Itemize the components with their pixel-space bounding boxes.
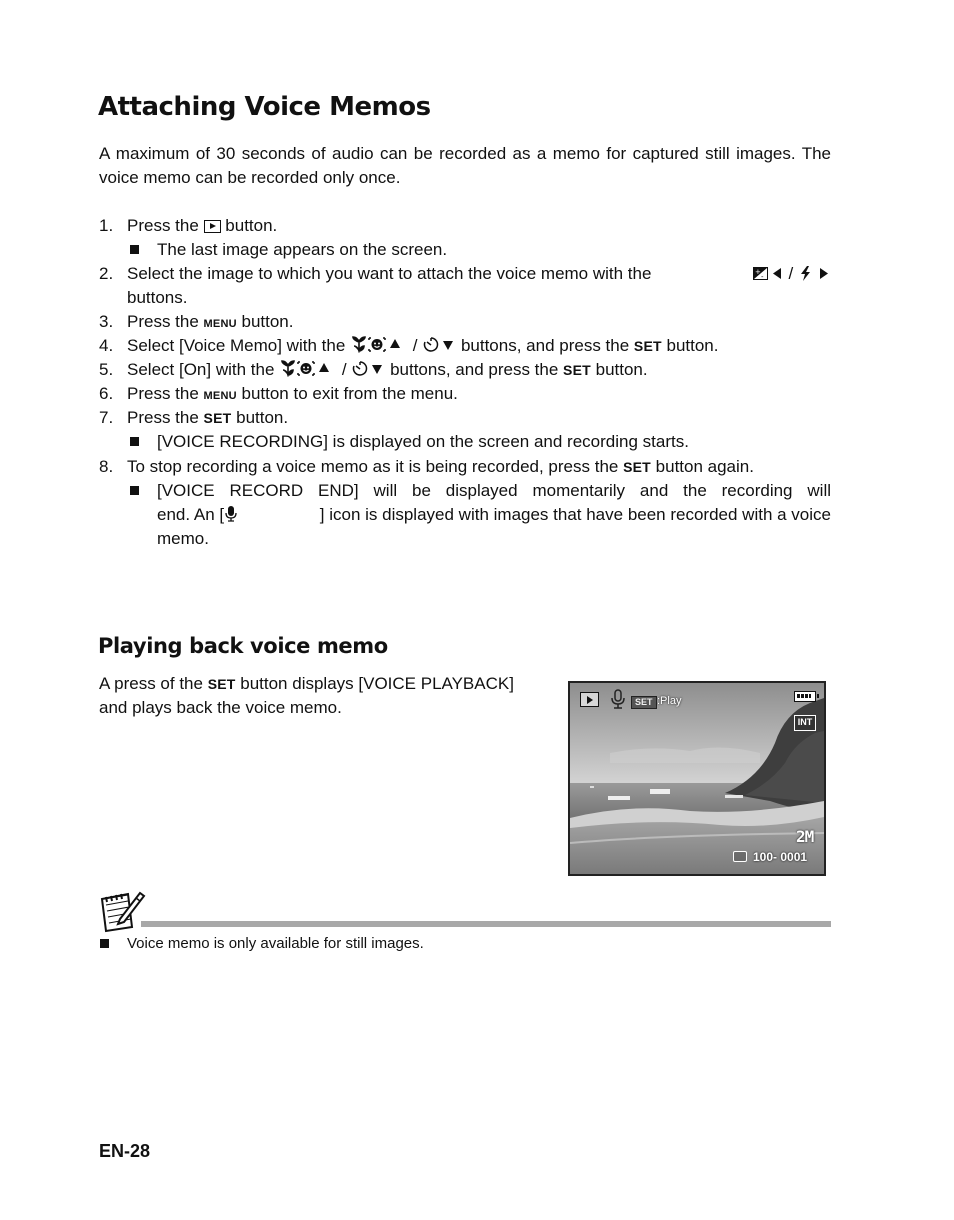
step-text: A press of the	[99, 674, 203, 693]
step-7-bullet: [VOICE RECORDING] is displayed on the screen and recording starts.	[157, 432, 689, 451]
step-text: button.	[225, 216, 278, 235]
step-text: Press the	[127, 408, 199, 427]
notepad-pencil-icon	[98, 889, 146, 933]
step-text: Press the	[127, 312, 199, 331]
bullet-square-icon	[130, 245, 139, 254]
beach-photo	[570, 683, 824, 874]
note-divider	[141, 921, 831, 927]
camera-lcd-preview	[568, 681, 826, 876]
step-7	[127, 406, 288, 430]
step-8-bullet-line3: memo.	[157, 529, 209, 548]
step-text: button displays [VOICE PLAYBACK]	[240, 674, 514, 693]
step-text: To stop recording a voice memo as it is being recorded, press the	[127, 457, 619, 476]
step-text: buttons.	[127, 288, 188, 307]
step-3	[127, 310, 293, 336]
step-text: Press the	[127, 216, 199, 235]
note-text: Voice memo is only available for still images.	[127, 935, 424, 952]
lcd-battery-icon	[794, 691, 816, 702]
set-button-label: SET	[623, 459, 651, 475]
step-1	[127, 214, 277, 238]
step-text: Press the	[127, 384, 199, 403]
lcd-file-number: 100- 0001	[753, 850, 808, 864]
step-1-bullet: The last image appears on the screen.	[157, 240, 448, 259]
set-button-label: SET	[563, 362, 591, 378]
set-button-label: SET	[633, 338, 662, 354]
section-heading: Playing back voice memo	[98, 634, 388, 658]
step-8	[127, 455, 754, 479]
playback-text-line1	[99, 672, 514, 696]
macro-face-up-icon	[279, 360, 337, 377]
step-number: 3.	[99, 312, 114, 331]
step-text: buttons, and press the	[460, 336, 630, 355]
step-number: 7.	[99, 408, 114, 427]
step-number: 4.	[99, 336, 114, 355]
step-2-icons	[752, 262, 832, 286]
separator: /	[412, 336, 418, 355]
menu-button-label: MENU	[203, 390, 237, 402]
step-number: 5.	[99, 360, 114, 379]
bullet-square-icon	[130, 437, 139, 446]
timer-down-icon	[351, 360, 385, 377]
step-text: button.	[666, 336, 719, 355]
lcd-set-label: SET	[631, 696, 657, 709]
step-number: 8.	[99, 457, 114, 476]
step-text: button again.	[655, 457, 754, 476]
step-2	[127, 262, 832, 286]
svg-text:-: -	[760, 273, 764, 281]
playback-text-line2: and plays back the voice memo.	[99, 698, 342, 717]
separator: /	[788, 264, 794, 283]
lcd-play-label: :Play	[657, 695, 682, 707]
playback-button-icon	[204, 220, 221, 233]
microphone-icon	[224, 505, 238, 522]
step-text: Select [Voice Memo] with the	[127, 336, 346, 355]
lcd-internal-memory-icon: INT	[794, 715, 816, 731]
step-8-bullet-line1: [VOICE RECORD END] will be displayed momentarily and the recording will	[157, 481, 831, 500]
lcd-playback-icon	[580, 692, 599, 707]
lcd-image-size: 2M	[796, 827, 814, 846]
step-text: button.	[236, 408, 289, 427]
step-4	[127, 334, 718, 358]
svg-text:+: +	[754, 268, 761, 276]
intro-paragraph: A maximum of 30 seconds of audio can be recorded as a memo for captured still images. The voice memo can be recorded only once.	[99, 144, 831, 187]
step-number: 1.	[99, 216, 114, 235]
page-title: Attaching Voice Memos	[98, 92, 431, 122]
step-8-bullet-line2	[157, 503, 831, 527]
set-button-label: SET	[207, 676, 236, 692]
step-text: button to exit from the menu.	[241, 384, 458, 403]
step-text: buttons, and press the	[390, 360, 559, 379]
set-button-label: SET	[203, 410, 232, 426]
step-text: button.	[595, 360, 648, 379]
flash-right-icon	[798, 266, 832, 281]
step-number: 2.	[99, 264, 114, 283]
bullet-square-icon	[130, 486, 139, 495]
bullet-square-icon	[100, 939, 109, 948]
step-text: button.	[241, 312, 294, 331]
bullet-line-start	[157, 503, 238, 527]
step-text: Select the image to which you want to attach the voice memo with the	[127, 264, 652, 283]
separator: /	[341, 360, 347, 379]
step-5	[127, 358, 648, 382]
lcd-microphone-icon	[610, 689, 626, 711]
step-number: 6.	[99, 384, 114, 403]
step-text: ] icon is displayed with images that have been recorded with a voice	[319, 505, 831, 524]
macro-face-up-icon	[350, 336, 408, 353]
step-text: end. An [	[157, 505, 225, 524]
menu-button-label: MENU	[203, 318, 237, 330]
step-6	[127, 382, 458, 408]
step-text: Select [On] with the	[127, 360, 275, 379]
lcd-folder-icon	[733, 851, 747, 862]
timer-down-icon	[422, 336, 456, 353]
page-number: EN-28	[99, 1141, 151, 1161]
exposure-left-icon	[752, 266, 784, 281]
